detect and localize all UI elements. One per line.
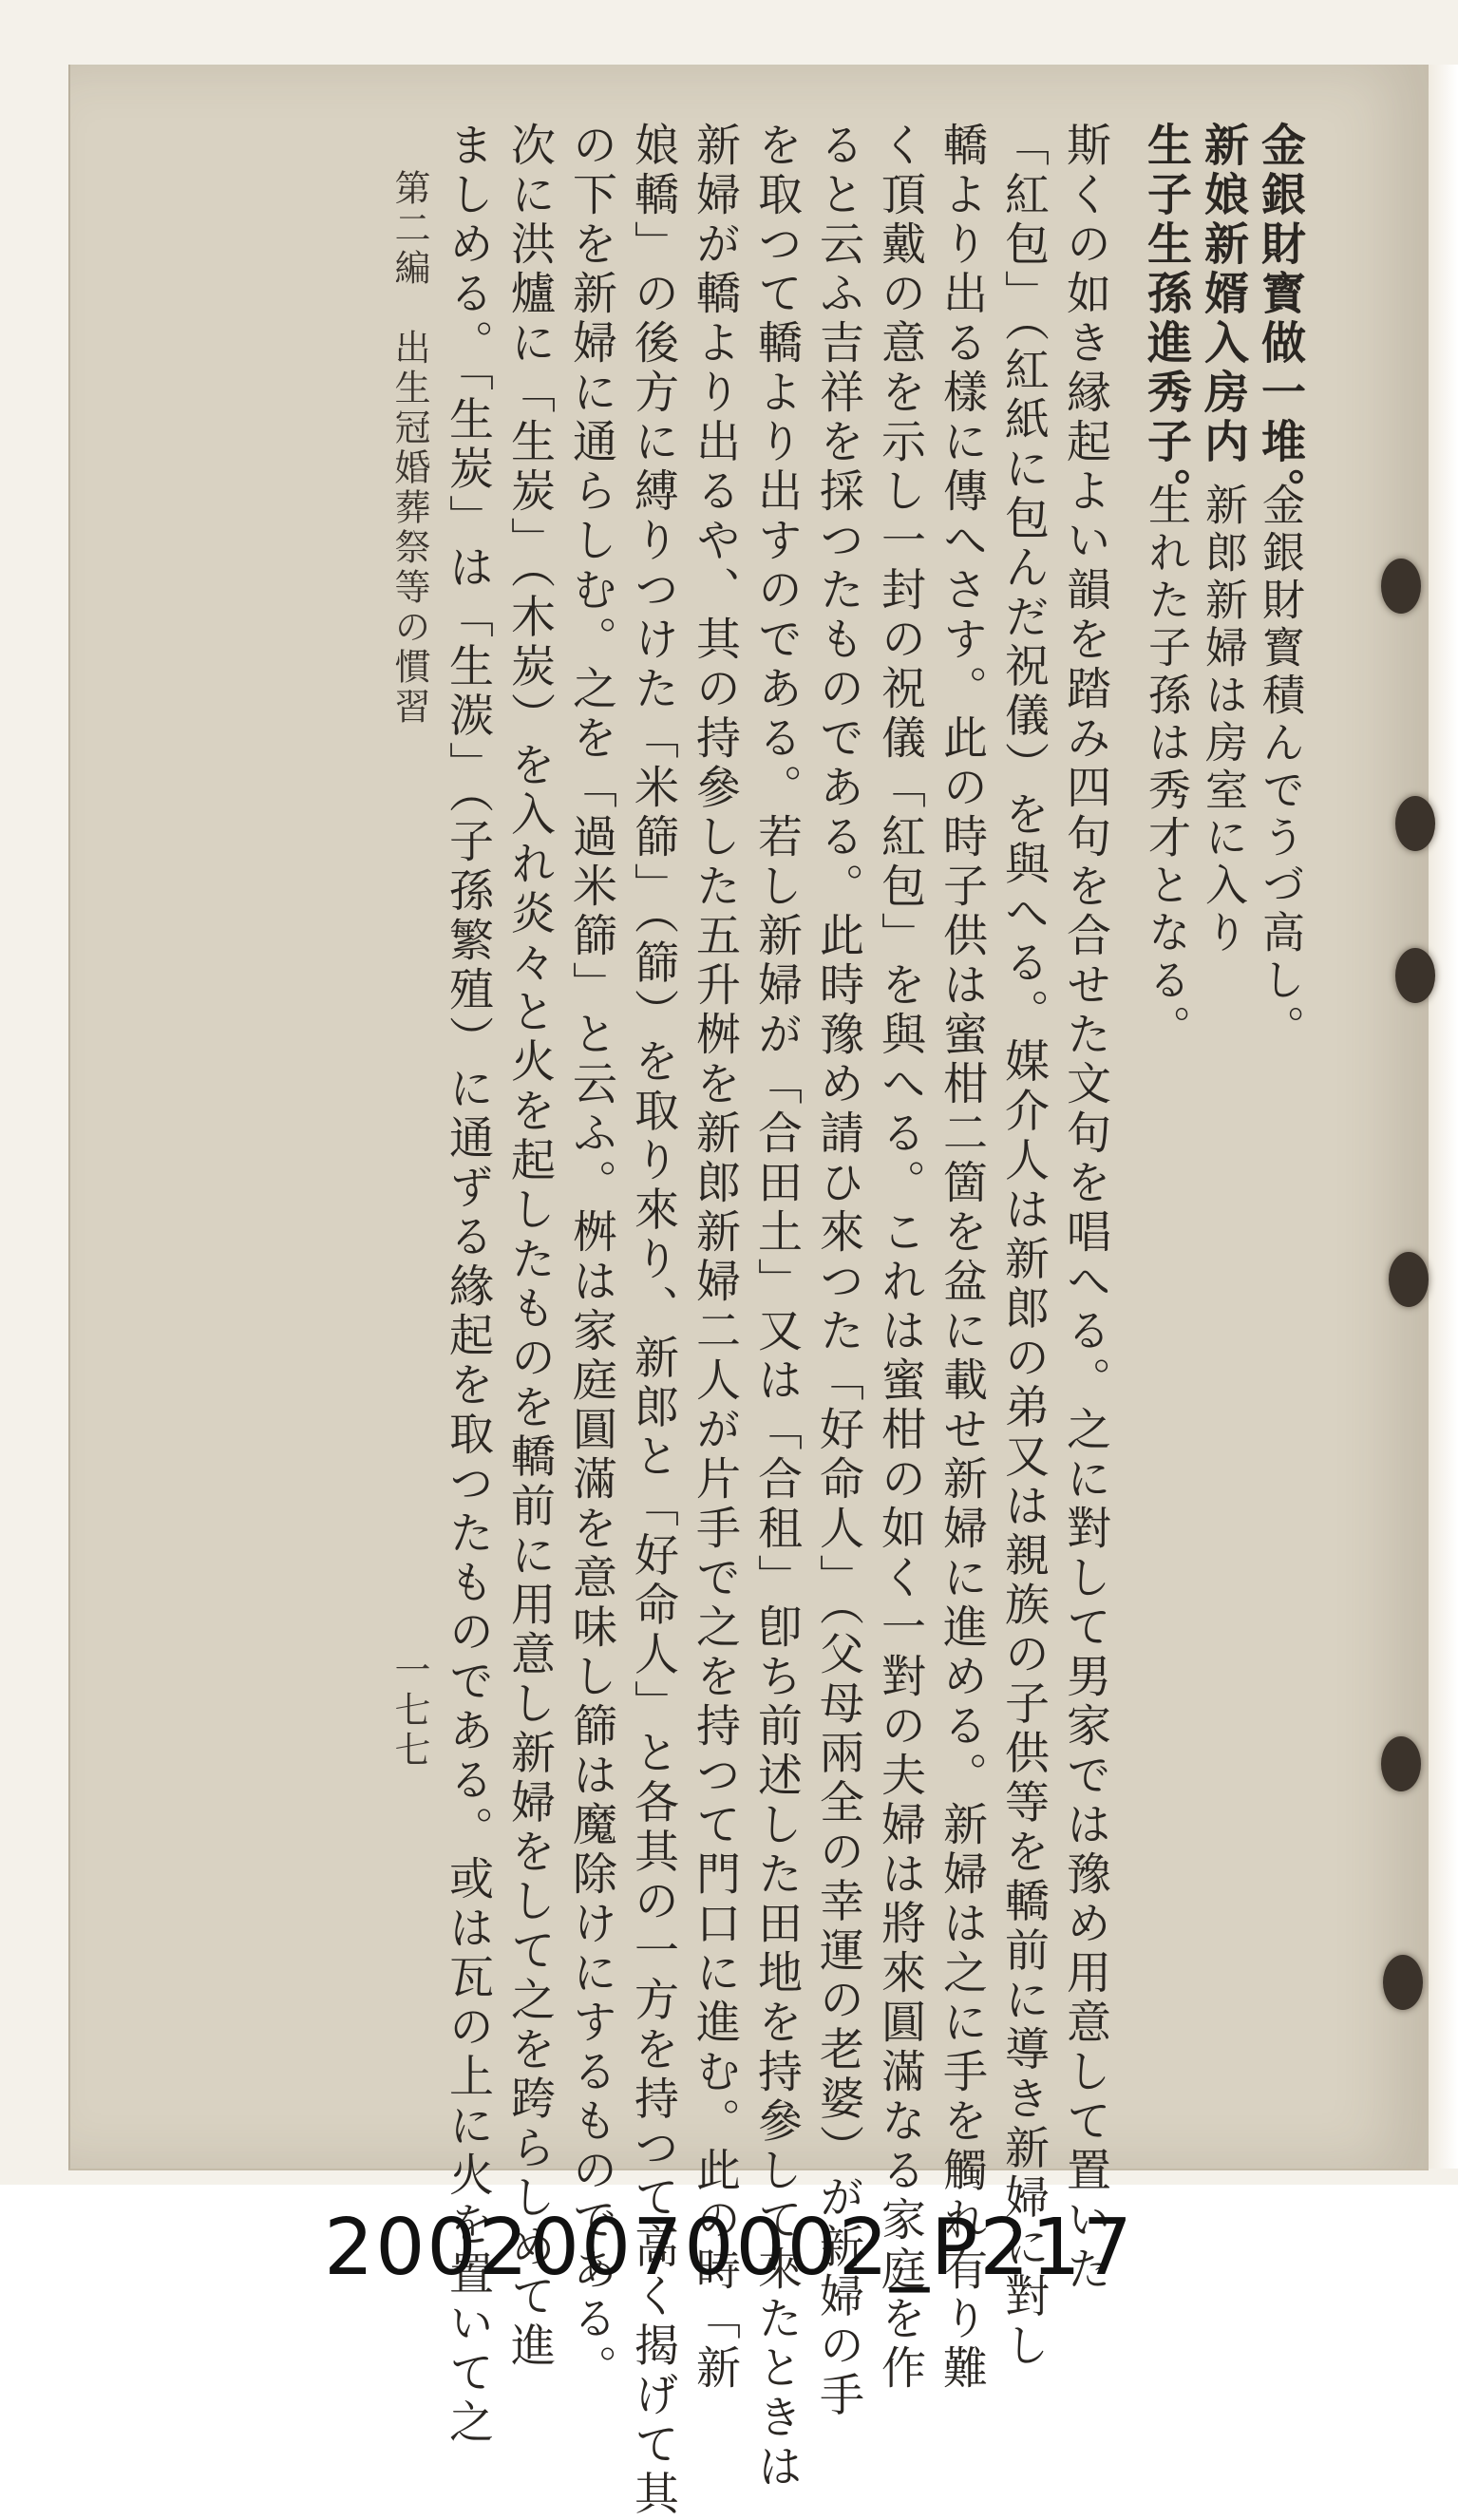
binding-hole-1 [1381, 559, 1421, 614]
verse-original-3: 生子生孫進秀子。 [1140, 122, 1192, 517]
chapter-footer: 第二編 出生冠婚葬祭等の慣習 [388, 169, 430, 728]
verse-original-2: 新娘新婿入房内 [1197, 122, 1249, 467]
binding-hole-5 [1381, 1736, 1421, 1791]
verse-original-1: 金銀財寳做一堆。 [1254, 122, 1306, 517]
body-line-1: 斯くの如き縁起よい韻を踏み四句を合せた文句を唱へる。之に對して男家では豫め用意して置いた [1059, 122, 1111, 2295]
verse-translation-2: 新郎新婦は房室に入り [1198, 483, 1248, 957]
body-line-9: の下を新婦に通らしむ。之を「過米篩」と云ふ。桝は家庭圓滿を意味し篩は魔除けにするものである。 [565, 122, 617, 2394]
body-line-11: ましめる。「生炭」は「生湠」（子孫繁殖）に通ずる緣起を取つたものである。或は瓦の上に火を置いて之 [442, 122, 494, 2448]
body-line-7: 新婦が轎より出るや、其の持參した五升桝を新郎新婦二人が片手で之を持つて門口に進む。此の時「新 [689, 122, 741, 2394]
binding-hole-2 [1395, 796, 1435, 851]
body-line-4: く頂戴の意を示し一封の祝儀「紅包」を與へる。これは蜜柑の如く一對の夫婦は將來圓滿なる家庭を作 [874, 122, 926, 2394]
body-line-6: を取つて轎より出すのである。若し新婦が「合田土」又は「合租」卽ち前述した田地を持參して來たときは [750, 122, 803, 2492]
page-number: 一七七 [388, 1651, 430, 1771]
body-line-5: ると云ふ吉祥を採つたものである。此時豫め請ひ來つた「好命人」（父母兩全の幸運の老婆）が新婦の手 [812, 122, 864, 2421]
binding-hole-3 [1395, 948, 1435, 1003]
body-line-2: 「紅包」（紅紙に包んだ祝儀）を與へる。媒介人は新郎の弟又は親族の子供等を轎前に導き新婦に對し [997, 122, 1050, 2372]
verse-translation-3: 生れた子孫は秀才となる。 [1141, 483, 1191, 1052]
body-line-8: 娘轎」の後方に縛りつけた「米篩」（篩）を取り來り、新郎と「好命人」と各其の一方を持つて高く揭げて其 [627, 122, 679, 2520]
verse-translation-1: 金銀財寳積んでうづ高し。 [1255, 483, 1305, 1052]
image-caption: 20020070002_P217 [324, 2203, 1134, 2293]
binding-hole-4 [1389, 1252, 1429, 1307]
binding-hole-6 [1383, 1955, 1423, 2010]
body-line-3: 轎より出る樣に傳へさす。此の時子供は蜜柑二箇を盆に載せ新婦に進める。新婦は之に手を觸れ有り難 [936, 122, 988, 2394]
body-line-10: 次に洪爐に「生炭」（木炭）を入れ炎々と火を起したものを轎前に用意し新婦をして之を跨らしめて進 [503, 122, 556, 2372]
